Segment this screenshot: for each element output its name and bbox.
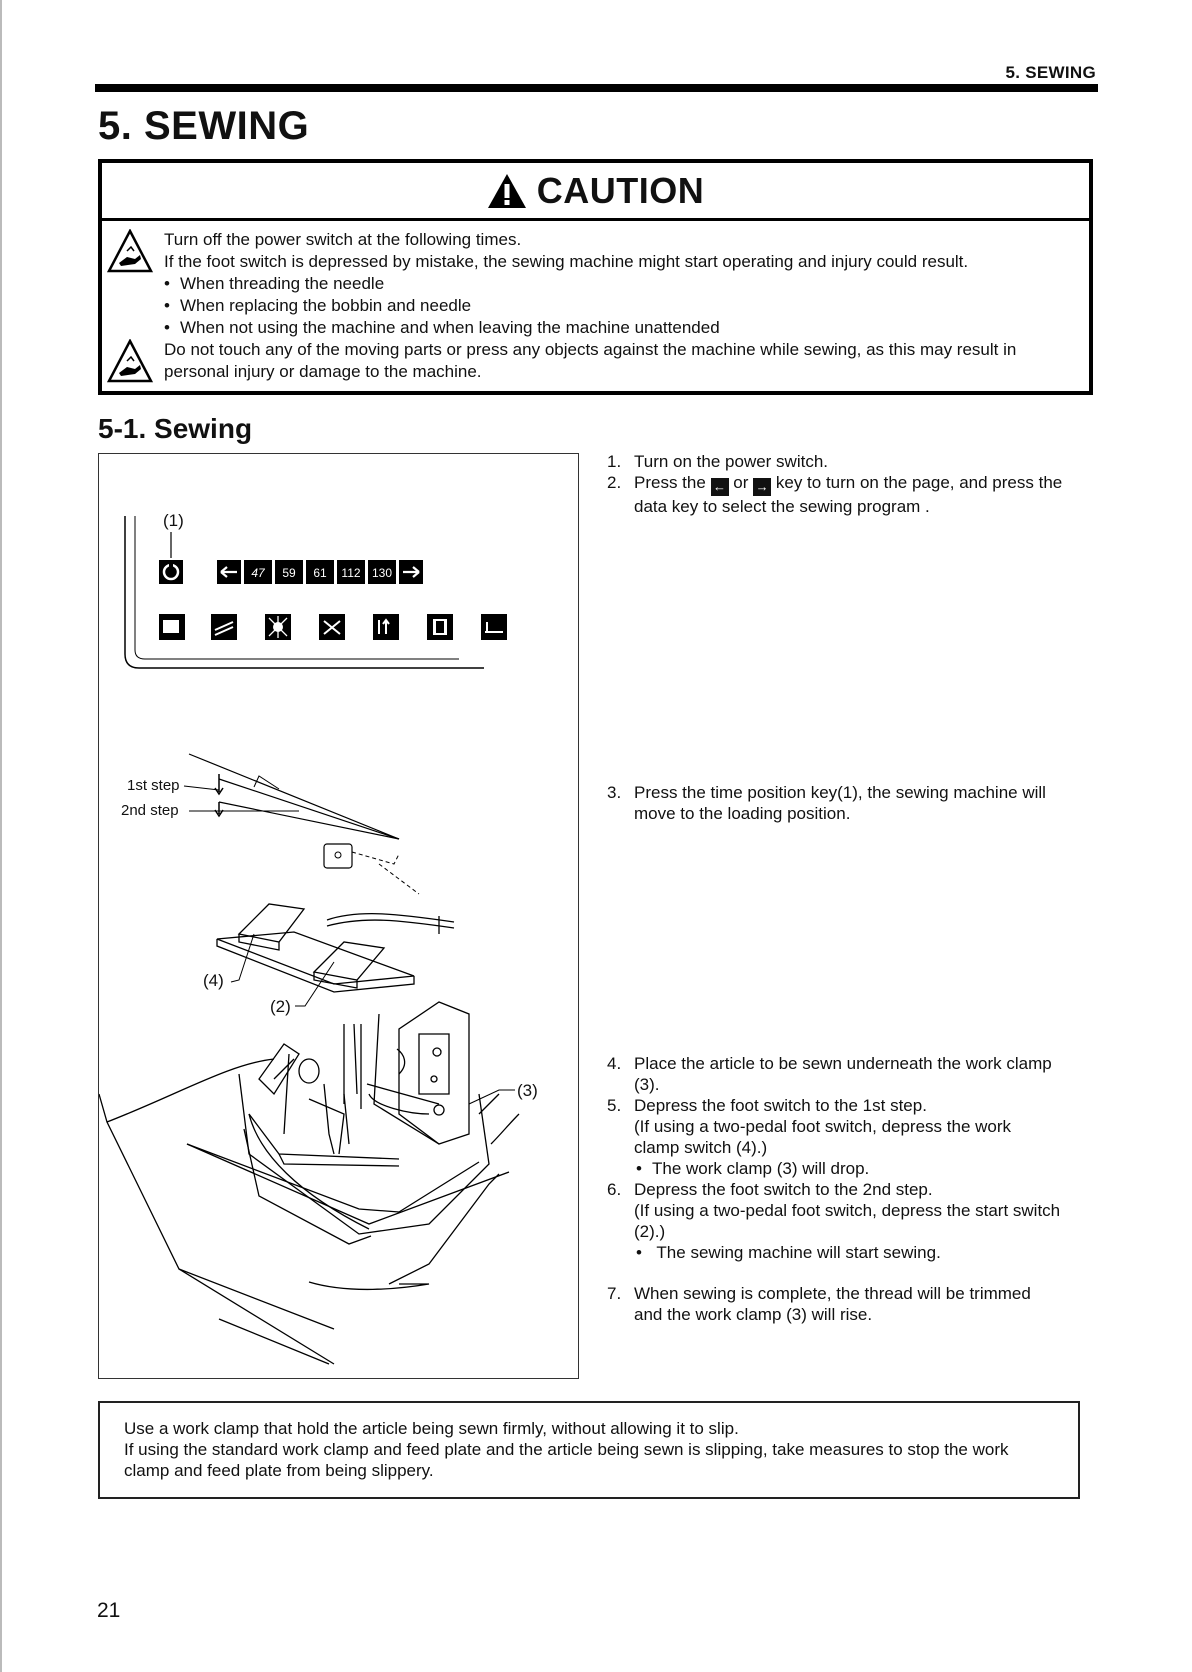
caution-bullet: • When threading the needle (164, 274, 385, 293)
label-2: (2) (270, 997, 291, 1016)
sewing-illustration (99, 454, 577, 1377)
page-edge (0, 0, 2, 1672)
svg-text:130: 130 (371, 566, 393, 580)
caution-bullet: • When not using the machine and when leaving the machine unattended (164, 318, 720, 337)
program-key (244, 560, 272, 584)
program-key (368, 560, 396, 584)
caution-block-2 (164, 339, 1089, 383)
caution-line: Do not touch any of the moving parts or press any objects against the machine while sewing, as this may result in (164, 340, 1017, 359)
foot-switch-illustration (217, 904, 454, 992)
counter-key-icon (481, 614, 507, 640)
tension-key-icon (319, 614, 345, 640)
light-key-icon (265, 614, 291, 640)
section-title: 5-1. Sewing (98, 413, 253, 444)
program-key (306, 560, 334, 584)
page-right-key-icon (399, 560, 423, 584)
hand-caution-icon (107, 339, 153, 383)
label-4: (4) (203, 971, 224, 990)
thread-key-icon (373, 614, 399, 640)
svg-text:47: 47 (251, 566, 265, 580)
header-rule (95, 84, 1098, 92)
label-3: (3) (517, 1081, 538, 1100)
figure-box (98, 453, 579, 1379)
svg-text:61: 61 (313, 566, 327, 580)
bobbin-winder-key-icon (211, 614, 237, 640)
step-7: 7. When sewing is complete, the thread will be trimmed and the work clamp (3) will rise. (607, 1284, 1031, 1324)
step-3: 3. Press the time position key(1), the sewing machine will move to the loading position. (607, 783, 1046, 823)
left-arrow-key-icon: ← (711, 478, 729, 496)
step-6: 6. Depress the foot switch to the 2nd step. (If using a two-pedal foot switch, depress the start switch (2).) • The sewing machine will start sewing. (607, 1180, 1061, 1262)
folder-key-icon (159, 614, 185, 640)
step-2: 2. Press the ← or → key to turn on the page, and press the data key to select the sewing program . (607, 473, 1063, 516)
step-5: 5. Depress the foot switch to the 1st step. (If using a two-pedal foot switch, depress the work clamp switch (4).) • The work clamp (3) will drop. (607, 1096, 1012, 1178)
label-1: (1) (163, 511, 184, 530)
warning-triangle-icon (487, 173, 527, 209)
svg-text:112: 112 (341, 566, 361, 580)
program-key (275, 560, 303, 584)
caution-box (98, 159, 1093, 395)
caution-block-1 (164, 229, 1084, 339)
caution-line: If the foot switch is depressed by mistake, the sewing machine might start operating and injury could result. (164, 252, 969, 271)
label-1st-step: 1st step (127, 777, 180, 794)
label-2nd-step: 2nd step (121, 802, 179, 819)
note-box (98, 1401, 1080, 1499)
step-1: 1. Turn on the power switch. (607, 452, 829, 471)
right-arrow-key-icon: → (753, 478, 771, 496)
program-key (337, 560, 365, 584)
caution-title: CAUTION (536, 169, 705, 211)
spool-key-icon (427, 614, 453, 640)
sewing-machine-illustration (99, 1002, 519, 1364)
note-text: Use a work clamp that hold the article being sewn firmly, without allowing it to slip. If using the standard work clamp and feed plate and the article being sewn is slipping, take measures to stop the work clamp and feed plate from being slippery. (124, 1419, 1009, 1480)
running-header: 5. SEWING (1005, 63, 1096, 82)
step-4: 4. Place the article to be sewn underneath the work clamp (3). (607, 1054, 1052, 1094)
caution-bullet: • When replacing the bobbin and needle (164, 296, 472, 315)
page-left-key-icon (217, 560, 241, 584)
caution-header (102, 163, 1089, 221)
page-number: 21 (97, 1599, 121, 1622)
caution-line: personal injury or damage to the machine. (164, 362, 482, 381)
time-position-key-icon (159, 560, 183, 584)
page-title: 5. SEWING (98, 104, 310, 148)
hand-caution-icon (107, 229, 153, 273)
svg-text:59: 59 (282, 566, 296, 580)
caution-line: Turn off the power switch at the following times. (164, 230, 522, 249)
